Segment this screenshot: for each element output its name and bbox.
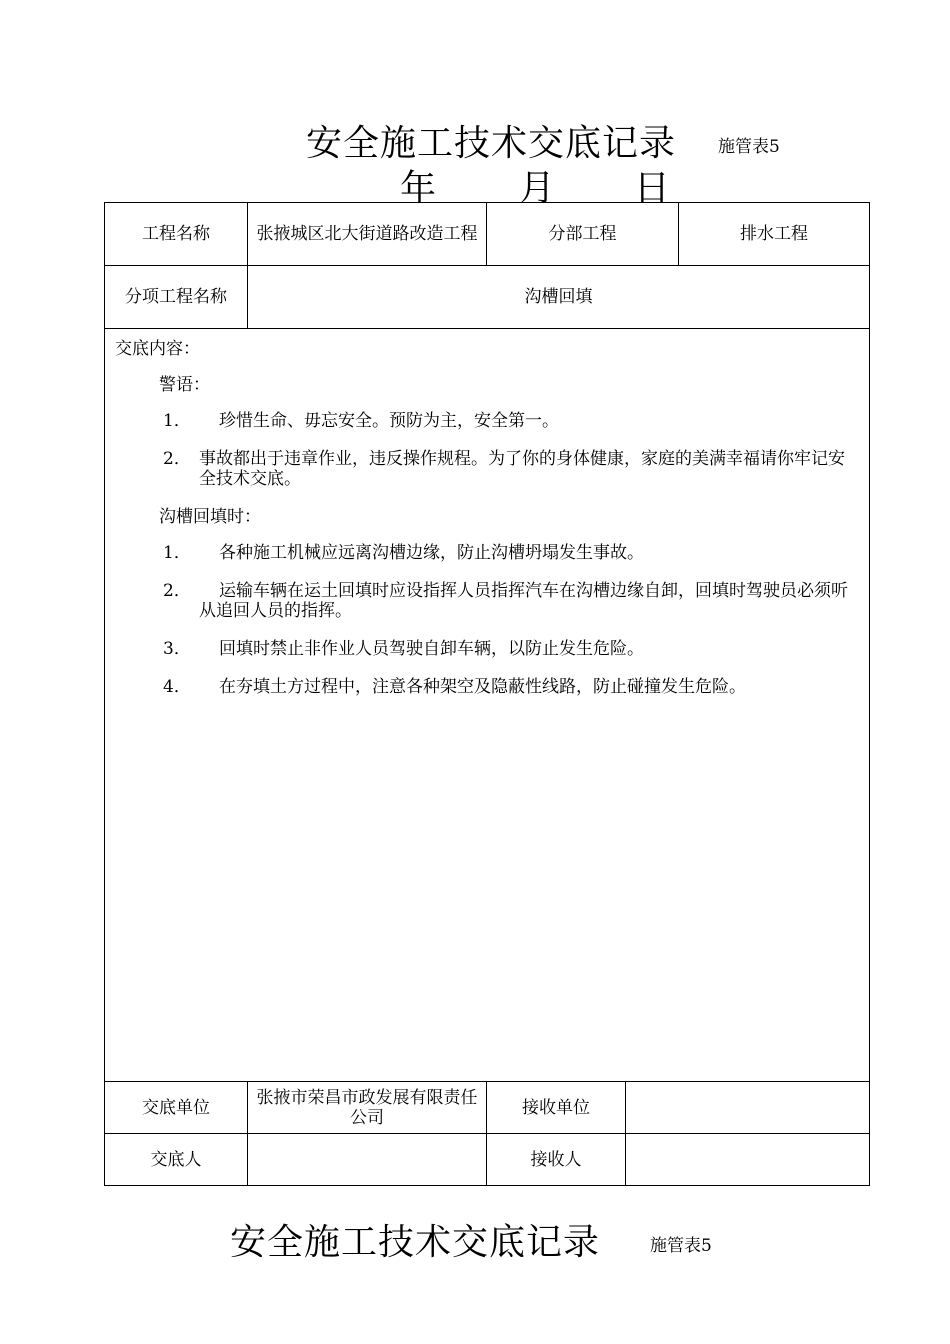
warning-item	[115, 411, 859, 431]
content-label: 交底内容：	[115, 339, 200, 359]
date-year: 年	[400, 168, 437, 209]
project-name-label: 工程名称	[105, 203, 248, 266]
item-number: 2．	[163, 581, 191, 601]
receiver-person-label: 接收人	[487, 1134, 626, 1186]
item-number: 3．	[163, 639, 191, 659]
page-title: 安全施工技术交底记录	[306, 123, 677, 164]
item-text: 事故都出于违章作业，违反操作规程。为了你的身体健康，家庭的美满幸福请你牢记安全技术交底。	[199, 449, 845, 489]
project-name-value: 张掖城区北大街道路改造工程	[248, 203, 487, 266]
item-number: 1．	[163, 411, 191, 431]
sub-project-label: 分部工程	[487, 203, 679, 266]
warning-heading: 警语：	[159, 375, 210, 395]
backfill-item	[115, 581, 859, 621]
item-number: 2．	[163, 449, 191, 469]
backfill-item	[115, 677, 859, 697]
receiver-unit-value	[626, 1082, 870, 1134]
date-day: 日	[633, 168, 670, 209]
item-text: 在夯填土方过程中，注意各种架空及隐蔽性线路，防止碰撞发生危险。	[219, 677, 746, 697]
item-number: 4．	[163, 677, 191, 697]
item-text: 珍惜生命、毋忘安全。预防为主，安全第一。	[219, 411, 559, 431]
disclosure-content	[105, 329, 870, 1082]
issuer-person-value	[248, 1134, 487, 1186]
date-month: 月	[518, 168, 555, 209]
issuer-unit-value: 张掖市荣昌市政发展有限责任公司	[248, 1082, 487, 1134]
backfill-heading: 沟槽回填时：	[159, 507, 261, 527]
item-text: 回填时禁止非作业人员驾驶自卸车辆，以防止发生危险。	[219, 639, 644, 659]
receiver-person-value	[626, 1134, 870, 1186]
item-number: 1．	[163, 543, 191, 563]
person-row	[105, 1134, 870, 1186]
item-row	[105, 266, 870, 329]
disclosure-form-table	[104, 202, 870, 1186]
issuer-person-label: 交底人	[105, 1134, 248, 1186]
content-row	[105, 329, 870, 1082]
backfill-item	[115, 543, 859, 563]
item-text: 各种施工机械应远离沟槽边缘，防止沟槽坍塌发生事故。	[219, 543, 644, 563]
backfill-item	[115, 639, 859, 659]
item-text: 运输车辆在运土回填时应设指挥人员指挥汽车在沟槽边缘自卸，回填时驾驶员必须听从追回人员的指挥。	[199, 581, 848, 621]
form-code: 施管表5	[718, 137, 780, 157]
sub-project-value: 排水工程	[679, 203, 870, 266]
warning-item	[115, 449, 859, 489]
project-row	[105, 203, 870, 266]
receiver-unit-label: 接收单位	[487, 1082, 626, 1134]
footer-title: 安全施工技术交底记录	[230, 1222, 601, 1263]
unit-row	[105, 1082, 870, 1134]
issuer-unit-label: 交底单位	[105, 1082, 248, 1134]
item-name-value: 沟槽回填	[248, 266, 870, 329]
item-name-label: 分项工程名称	[105, 266, 248, 329]
footer-form-code: 施管表5	[650, 1236, 712, 1256]
